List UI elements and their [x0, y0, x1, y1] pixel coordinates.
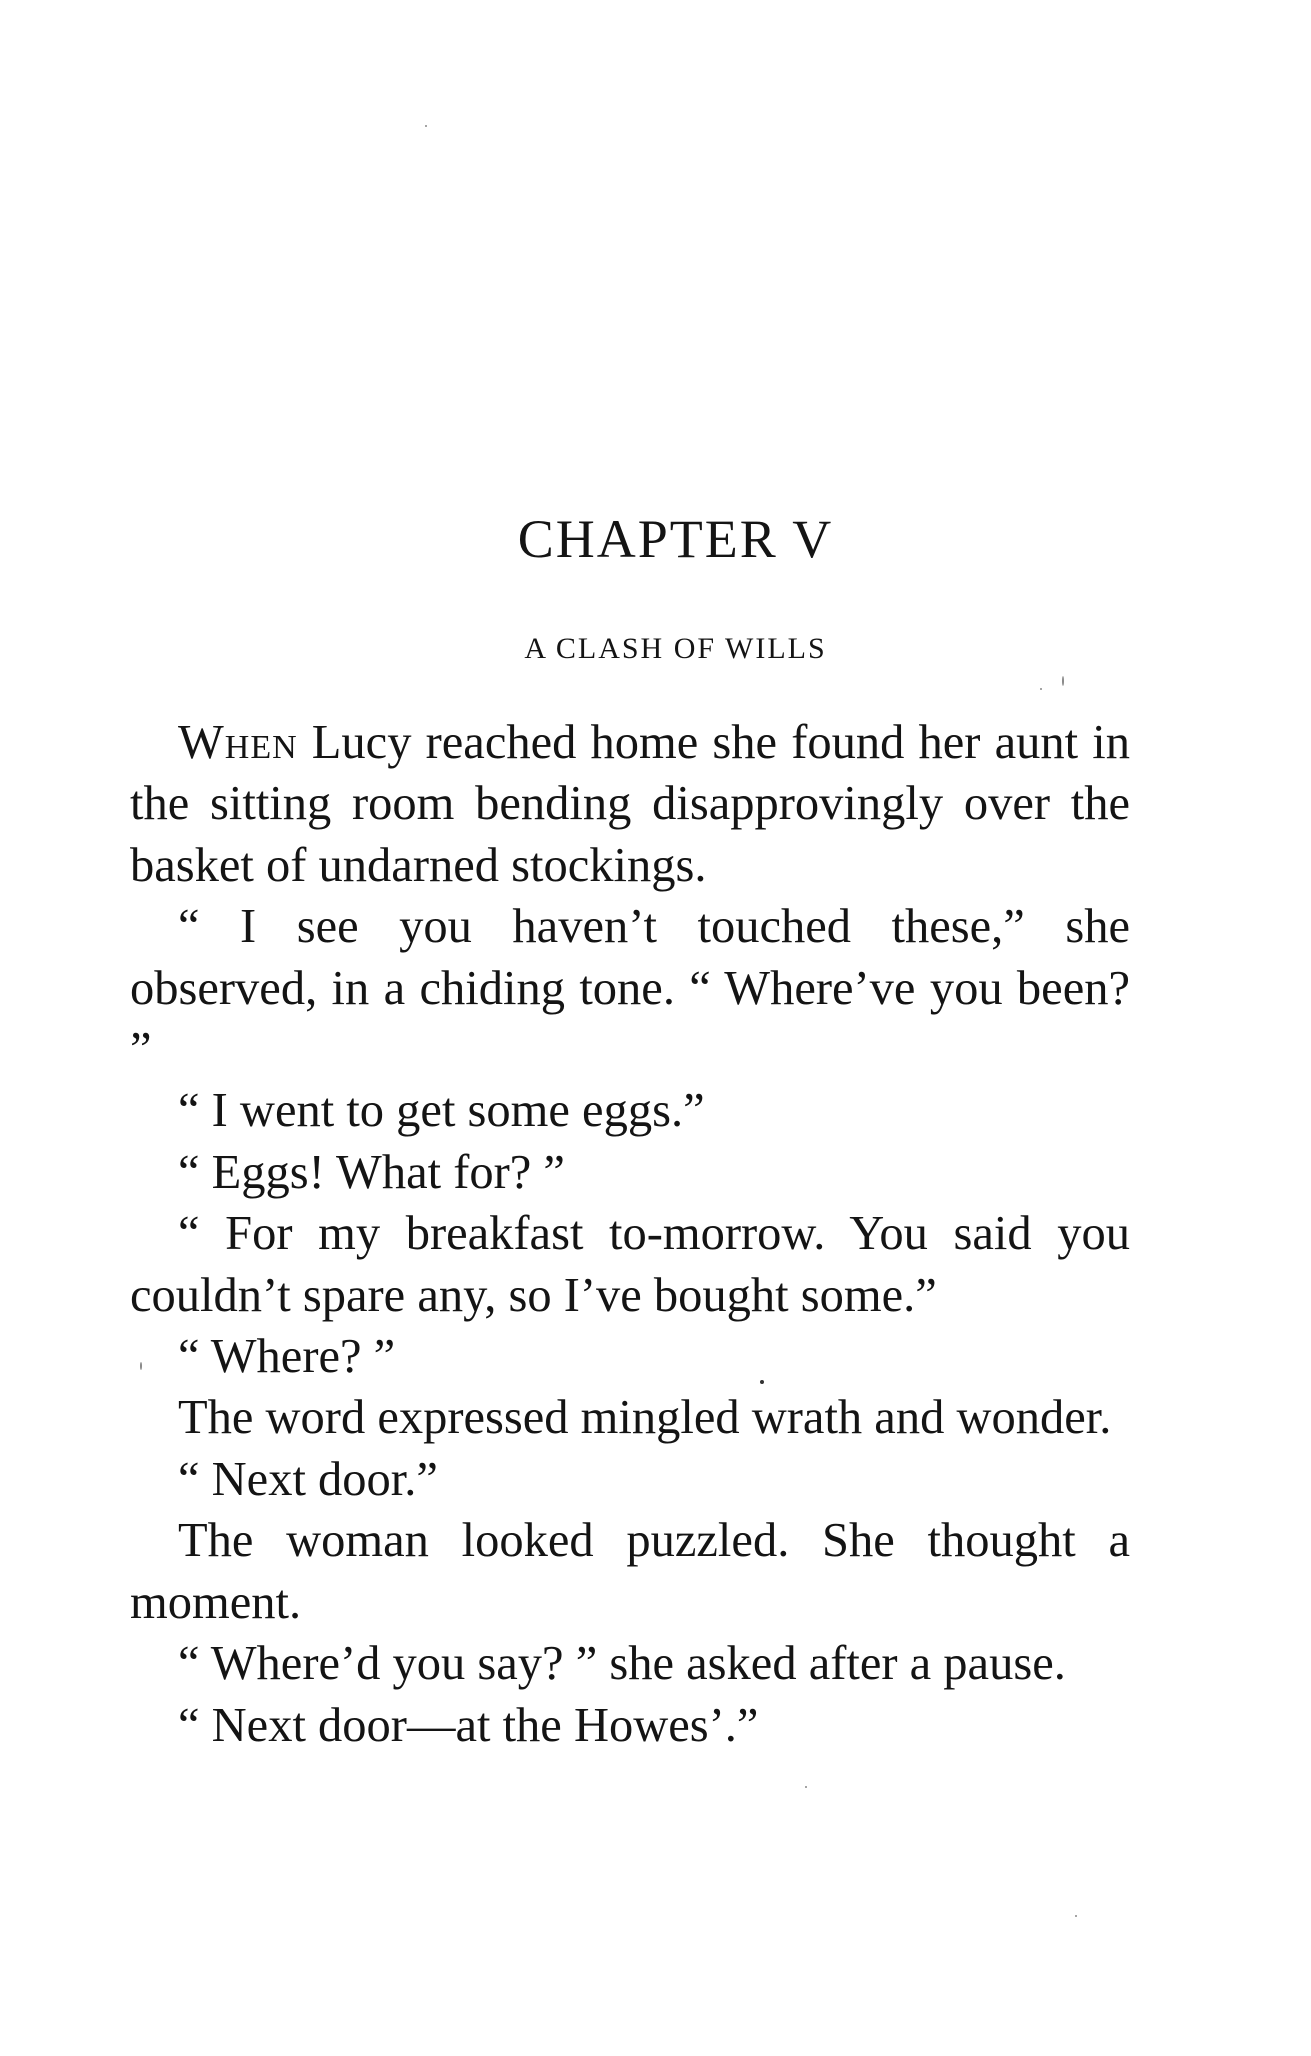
opening-word: When — [178, 716, 298, 769]
paragraph: “ Where? ” — [178, 1330, 396, 1384]
scan-speck — [1040, 688, 1042, 690]
paragraph: “ Next door.” — [178, 1452, 438, 1506]
chapter-subtitle: A CLASH OF WILLS — [524, 632, 827, 665]
paragraph: “ For my breakfast to-morrow. You said you couldn’t spare any, so I’ve bought some.” — [130, 1207, 1130, 1322]
paragraph: “ Next door—at the Howes’.” — [178, 1698, 759, 1752]
scan-speck — [425, 125, 427, 127]
scan-speck — [1062, 676, 1064, 686]
paragraph: “ I see you haven’t touched these,” she observed, in a chiding tone. “ Where’ve you been? ” — [130, 900, 1130, 1077]
chapter-heading: CHAPTER V — [517, 509, 834, 569]
paragraph: The woman looked puzzled. She thought a moment. — [130, 1514, 1130, 1629]
paragraph: “ I went to get some eggs.” — [178, 1084, 705, 1138]
scan-speck — [760, 1380, 764, 1384]
scan-speck — [1075, 1915, 1077, 1917]
paragraph-text: Lucy reached home she found her aunt in the sitting room bending disapprovingly over the basket of undarned stockings. — [130, 716, 1130, 892]
chapter-body — [130, 712, 1130, 1756]
scan-speck — [140, 1362, 142, 1370]
paragraph: The word expressed mingled wrath and wonder. — [178, 1391, 1112, 1445]
paragraph: “ Where’d you say? ” she asked after a pause. — [178, 1637, 1066, 1691]
paragraph — [130, 712, 1130, 896]
scan-speck — [805, 1786, 807, 1788]
paragraph: “ Eggs! What for? ” — [178, 1145, 565, 1199]
